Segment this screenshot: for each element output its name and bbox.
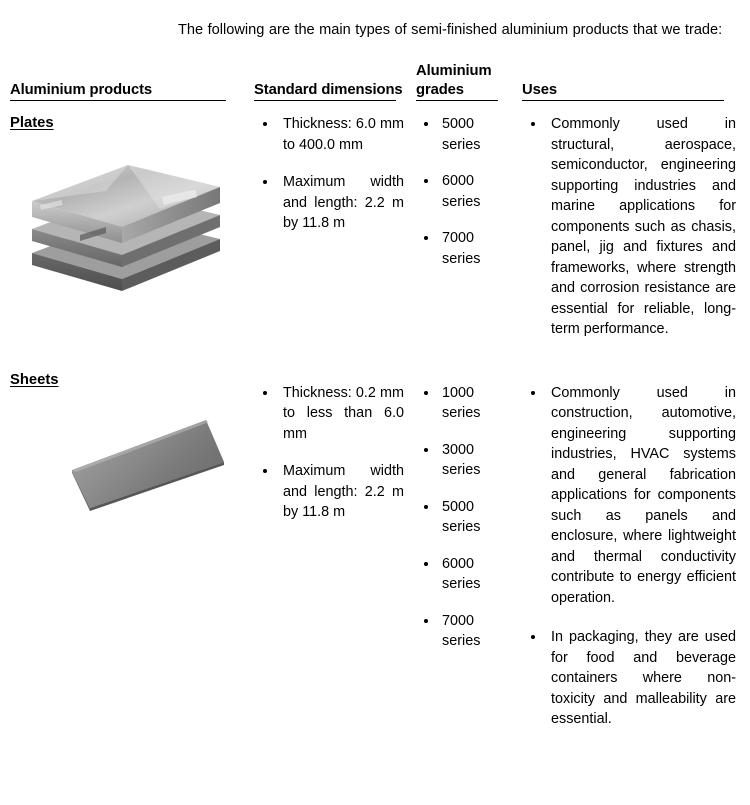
- list-item: Commonly used in construction, automotive, engineering supporting industries, HVAC systems and general fabrication applications for components such as panels and enclosure, where lightweight and thermal conductivity contribute to energy efficient operation.: [522, 383, 736, 609]
- cell-uses-plates: [512, 114, 750, 359]
- uses-list-sheets: [522, 383, 736, 730]
- list-item: 3000 series: [416, 440, 506, 481]
- flat-sheet-illustration: [10, 408, 238, 518]
- header-label-grades: Aluminium grades: [416, 63, 492, 98]
- cell-uses-sheets: [512, 371, 750, 749]
- dimensions-list-plates: [254, 114, 404, 234]
- header-label-products: Aluminium products: [10, 82, 153, 98]
- stacked-plates-illustration: [10, 149, 238, 299]
- table-row: [0, 114, 750, 359]
- cell-dimensions-sheets: [250, 371, 412, 523]
- header-cell-grades: [412, 58, 512, 104]
- cell-dimensions-plates: [250, 114, 412, 234]
- list-item: Thickness: 6.0 mm to 400.0 mm: [254, 114, 404, 155]
- sheets-image: [10, 408, 238, 518]
- list-item: Thickness: 0.2 mm to less than 6.0 mm: [254, 383, 404, 445]
- list-item: 7000 series: [416, 611, 506, 652]
- header-cell-uses: [512, 58, 750, 104]
- product-label-plates: Plates: [10, 115, 54, 131]
- header-rule-products: [10, 100, 226, 101]
- intro-paragraph: The following are the main types of semi-finished aluminium products that we trade:: [178, 21, 723, 38]
- list-item: 7000 series: [416, 228, 506, 269]
- grades-list-plates: [416, 114, 506, 269]
- list-item: 5000 series: [416, 114, 506, 155]
- cell-grades-sheets: [412, 371, 512, 668]
- uses-list-plates: [522, 114, 736, 340]
- cell-product-sheets: [0, 371, 250, 518]
- header-rule-grades: [416, 100, 498, 101]
- table-row: [0, 371, 750, 749]
- cell-product-plates: [0, 114, 250, 299]
- list-item: Commonly used in structural, aerospace, semiconductor, engineering supporting industries and marine applications for components such as chasis, panel, jig and fixtures and frameworks, where strength and corrosion resistance are essential for reliable, long-term performance.: [522, 114, 736, 340]
- list-item: 1000 series: [416, 383, 506, 424]
- list-item: Maximum width and length: 2.2 m by 11.8 m: [254, 461, 404, 523]
- cell-grades-plates: [412, 114, 512, 285]
- header-rule-uses: [522, 100, 724, 101]
- product-label-sheets: Sheets: [10, 371, 59, 388]
- header-label-uses: Uses: [522, 82, 557, 98]
- list-item: Maximum width and length: 2.2 m by 11.8 m: [254, 172, 404, 234]
- list-item: 5000 series: [416, 497, 506, 538]
- list-item: 6000 series: [416, 171, 506, 212]
- header-label-dimensions: Standard dimensions: [254, 82, 403, 98]
- list-item: 6000 series: [416, 554, 506, 595]
- plates-image: [10, 149, 238, 299]
- header-cell-dimensions: [250, 58, 412, 104]
- list-item: In packaging, they are used for food and beverage containers where non-toxicity and malleability are essential.: [522, 627, 736, 730]
- header-cell-products: [0, 58, 250, 104]
- aluminium-products-table: [0, 58, 750, 749]
- header-rule-dimensions: [254, 100, 396, 101]
- grades-list-sheets: [416, 383, 506, 652]
- table-header-row: [0, 58, 750, 104]
- dimensions-list-sheets: [254, 383, 404, 523]
